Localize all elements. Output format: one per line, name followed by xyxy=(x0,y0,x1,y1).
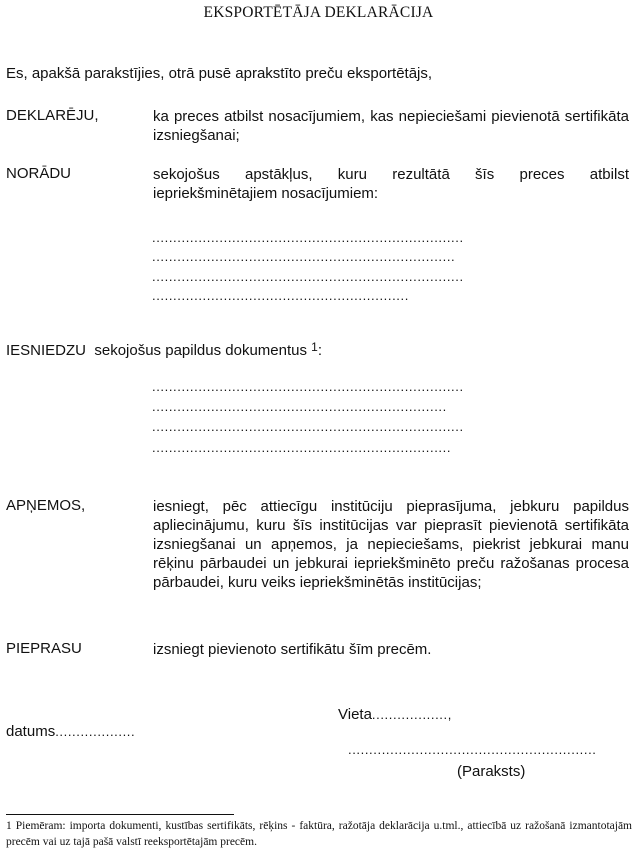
dotted-line-documents-4[interactable]: ....................................................................... xyxy=(152,441,452,455)
date-dots[interactable]: ................... xyxy=(55,724,136,739)
section-label-request: PIEPRASU xyxy=(6,640,82,657)
place-label: Vieta xyxy=(338,706,372,723)
section-label-submit: IESNIEDZU xyxy=(6,342,87,359)
dotted-line-documents-1[interactable]: .......................................................................... xyxy=(152,380,464,394)
dotted-line-conditions-2[interactable]: ........................................................................ xyxy=(152,250,456,264)
dotted-line-documents-2[interactable]: ...................................................................... xyxy=(152,400,447,414)
section-label-indicate: NORĀDU xyxy=(6,165,72,182)
dotted-line-conditions-1[interactable]: .......................................................................... xyxy=(152,231,464,245)
footnote-text: 1 Piemēram: importa dokumenti, kustības sertifikāts, rēķins - faktūra, ražotāja deklarācija u.tml., attiecībā uz ražošanā izmantotajām precēm vai uz tajā pašā valstī reeksportētajām precēm. xyxy=(6,820,632,848)
footnote-marker: 1 xyxy=(311,340,318,354)
footnote-divider xyxy=(6,814,234,815)
place-dots[interactable]: .................., xyxy=(371,707,452,722)
section-text-indicate: sekojošus apstākļus, kuru rezultātā šīs preces atbilst iepriekšminētajiem nosacījumiem: xyxy=(153,166,629,202)
section-text-submit-colon: : xyxy=(317,342,323,359)
section-label-undertake: APŅEMOS, xyxy=(6,497,86,514)
date-field[interactable] xyxy=(6,722,135,741)
signature-label: (Paraksts) xyxy=(457,763,526,780)
place-field[interactable] xyxy=(338,705,452,724)
section-text-submit: sekojošus papildus dokumentus xyxy=(94,342,307,359)
section-text-undertake: iesniegt, pēc attiecīgu institūciju pieprasījuma, jebkuru papildus apliecinājumu, kuru šīs institūcijas var pieprasīt pievienotā sertifikāta izsniegšanai un apņemos, ja nepieciešams, piekrist jebkurai manu rēķinu pārbaudei un jebkurai iepriekšminēto preču ražošanas procesa pārbaudei, kuru veiks iepriekšminētās institūcijas; xyxy=(153,498,629,591)
dotted-line-documents-3[interactable]: .......................................................................... xyxy=(152,420,464,434)
section-label-declare: DEKLARĒJU, xyxy=(6,107,99,124)
signature-line[interactable]: ........................................................... xyxy=(348,743,597,757)
section-text-declare: ka preces atbilst nosacījumiem, kas nepieciešami pievienotā sertifikāta izsniegšanai; xyxy=(153,108,629,144)
intro-text: Es, apakšā parakstījies, otrā pusē aprakstīto preču eksportētājs, xyxy=(6,65,433,82)
section-submit-line xyxy=(6,341,322,361)
dotted-line-conditions-3[interactable]: .......................................................................... xyxy=(152,270,464,284)
dotted-line-conditions-4[interactable]: ............................................................. xyxy=(152,289,409,303)
section-text-request: izsniegt pievienoto sertifikātu šīm precēm. xyxy=(153,641,432,658)
page-title: EKSPORTĒTĀJA DEKLARĀCIJA xyxy=(203,4,434,21)
date-label: datums xyxy=(6,723,56,740)
